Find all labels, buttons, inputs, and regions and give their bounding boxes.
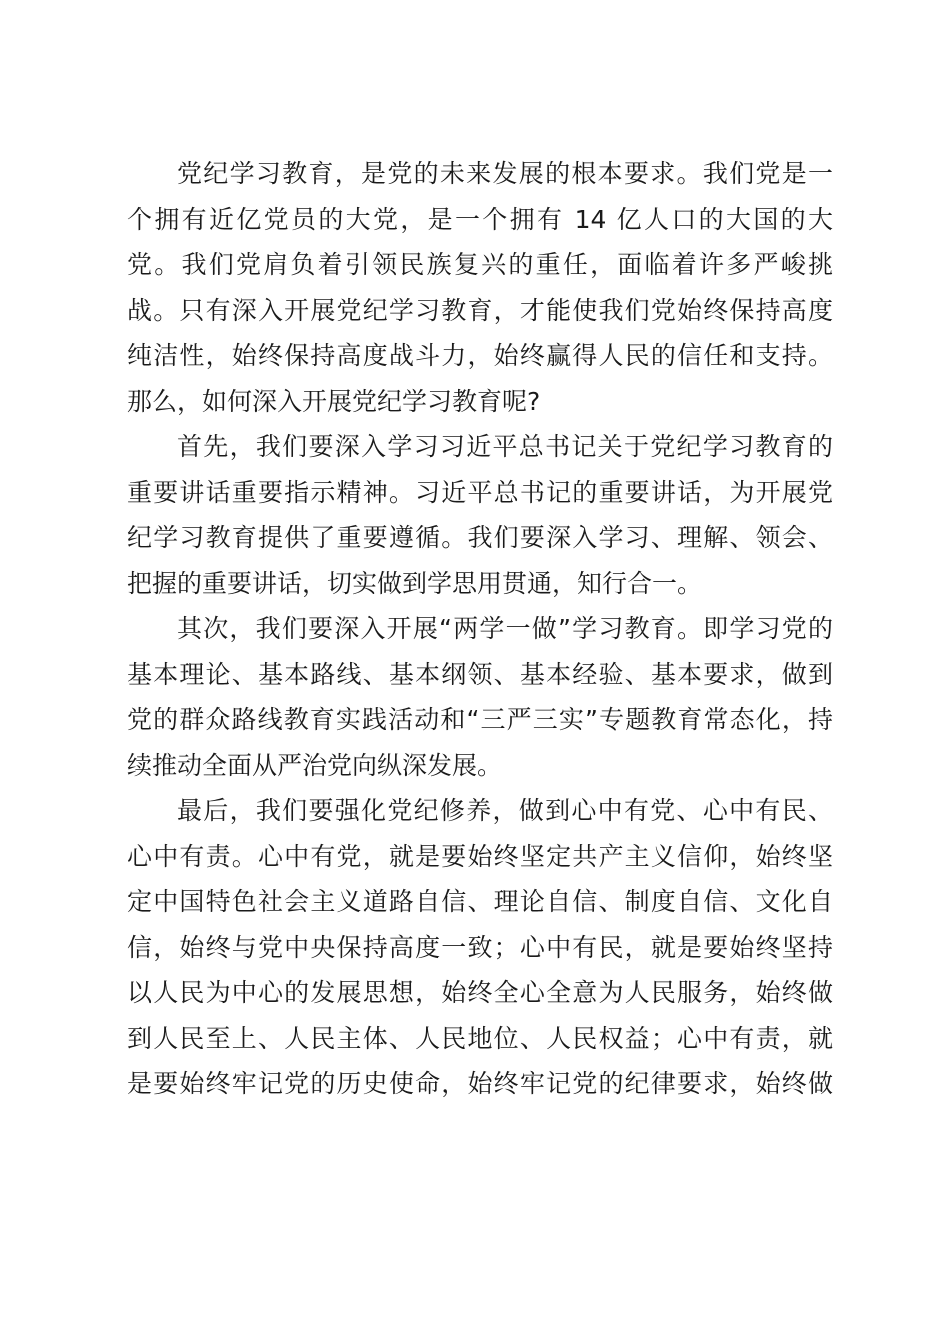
text-line: 战。只有深入开展党纪学习教育，才能使我们党始终保持高度	[127, 295, 833, 325]
text-line: 心中有责。心中有党，就是要始终坚定共产主义信仰，始终坚	[127, 841, 833, 871]
text-line: 是要始终牢记党的历史使命，始终牢记党的纪律要求，始终做	[127, 1069, 833, 1098]
paragraph-4	[127, 788, 833, 1107]
text-line: 其次，我们要深入开展“两学一做”学习教育。即学习党的	[177, 614, 833, 643]
text-line: 个拥有近亿党员的大党，是一个拥有 14 亿人口的大国的大	[127, 204, 833, 234]
text-line: 信，始终与党中央保持高度一致；心中有民，就是要始终坚持	[127, 932, 833, 962]
text-line: 那么，如何深入开展党纪学习教育呢?	[127, 386, 541, 416]
text-line: 党的群众路线教育实践活动和“三严三实”专题教育常态化，持	[127, 705, 833, 734]
text-line: 党纪学习教育，是党的未来发展的根本要求。我们党是一	[177, 159, 833, 188]
text-line: 重要讲话重要指示精神。习近平总书记的重要讲话，为开展党	[127, 477, 833, 507]
text-line: 以人民为中心的发展思想，始终全心全意为人民服务，始终做	[127, 978, 833, 1007]
text-line: 基本理论、基本路线、基本纲领、基本经验、基本要求，做到	[127, 659, 833, 689]
text-line: 党。我们党肩负着引领民族复兴的重任，面临着许多严峻挑	[127, 250, 833, 279]
paragraph-2	[127, 424, 833, 606]
text-line: 定中国特色社会主义道路自信、理论自信、制度自信、文化自	[127, 887, 833, 916]
body-text	[127, 151, 833, 1107]
text-line: 到人民至上、人民主体、人民地位、人民权益；心中有责，就	[127, 1023, 833, 1053]
text-line: 续推动全面从严治党向纵深发展。	[127, 750, 503, 780]
text-line: 把握的重要讲话，切实做到学思用贯通，知行合一。	[127, 568, 703, 598]
paragraph-3	[127, 606, 833, 788]
paragraph-1	[127, 151, 833, 424]
text-line: 纪学习教育提供了重要遵循。我们要深入学习、理解、领会、	[127, 523, 833, 552]
text-line: 纯洁性，始终保持高度战斗力，始终赢得人民的信任和支持。	[127, 341, 833, 370]
text-line: 最后，我们要强化党纪修养，做到心中有党、心中有民、	[177, 796, 833, 825]
text-line: 首先，我们要深入学习习近平总书记关于党纪学习教育的	[177, 432, 833, 461]
